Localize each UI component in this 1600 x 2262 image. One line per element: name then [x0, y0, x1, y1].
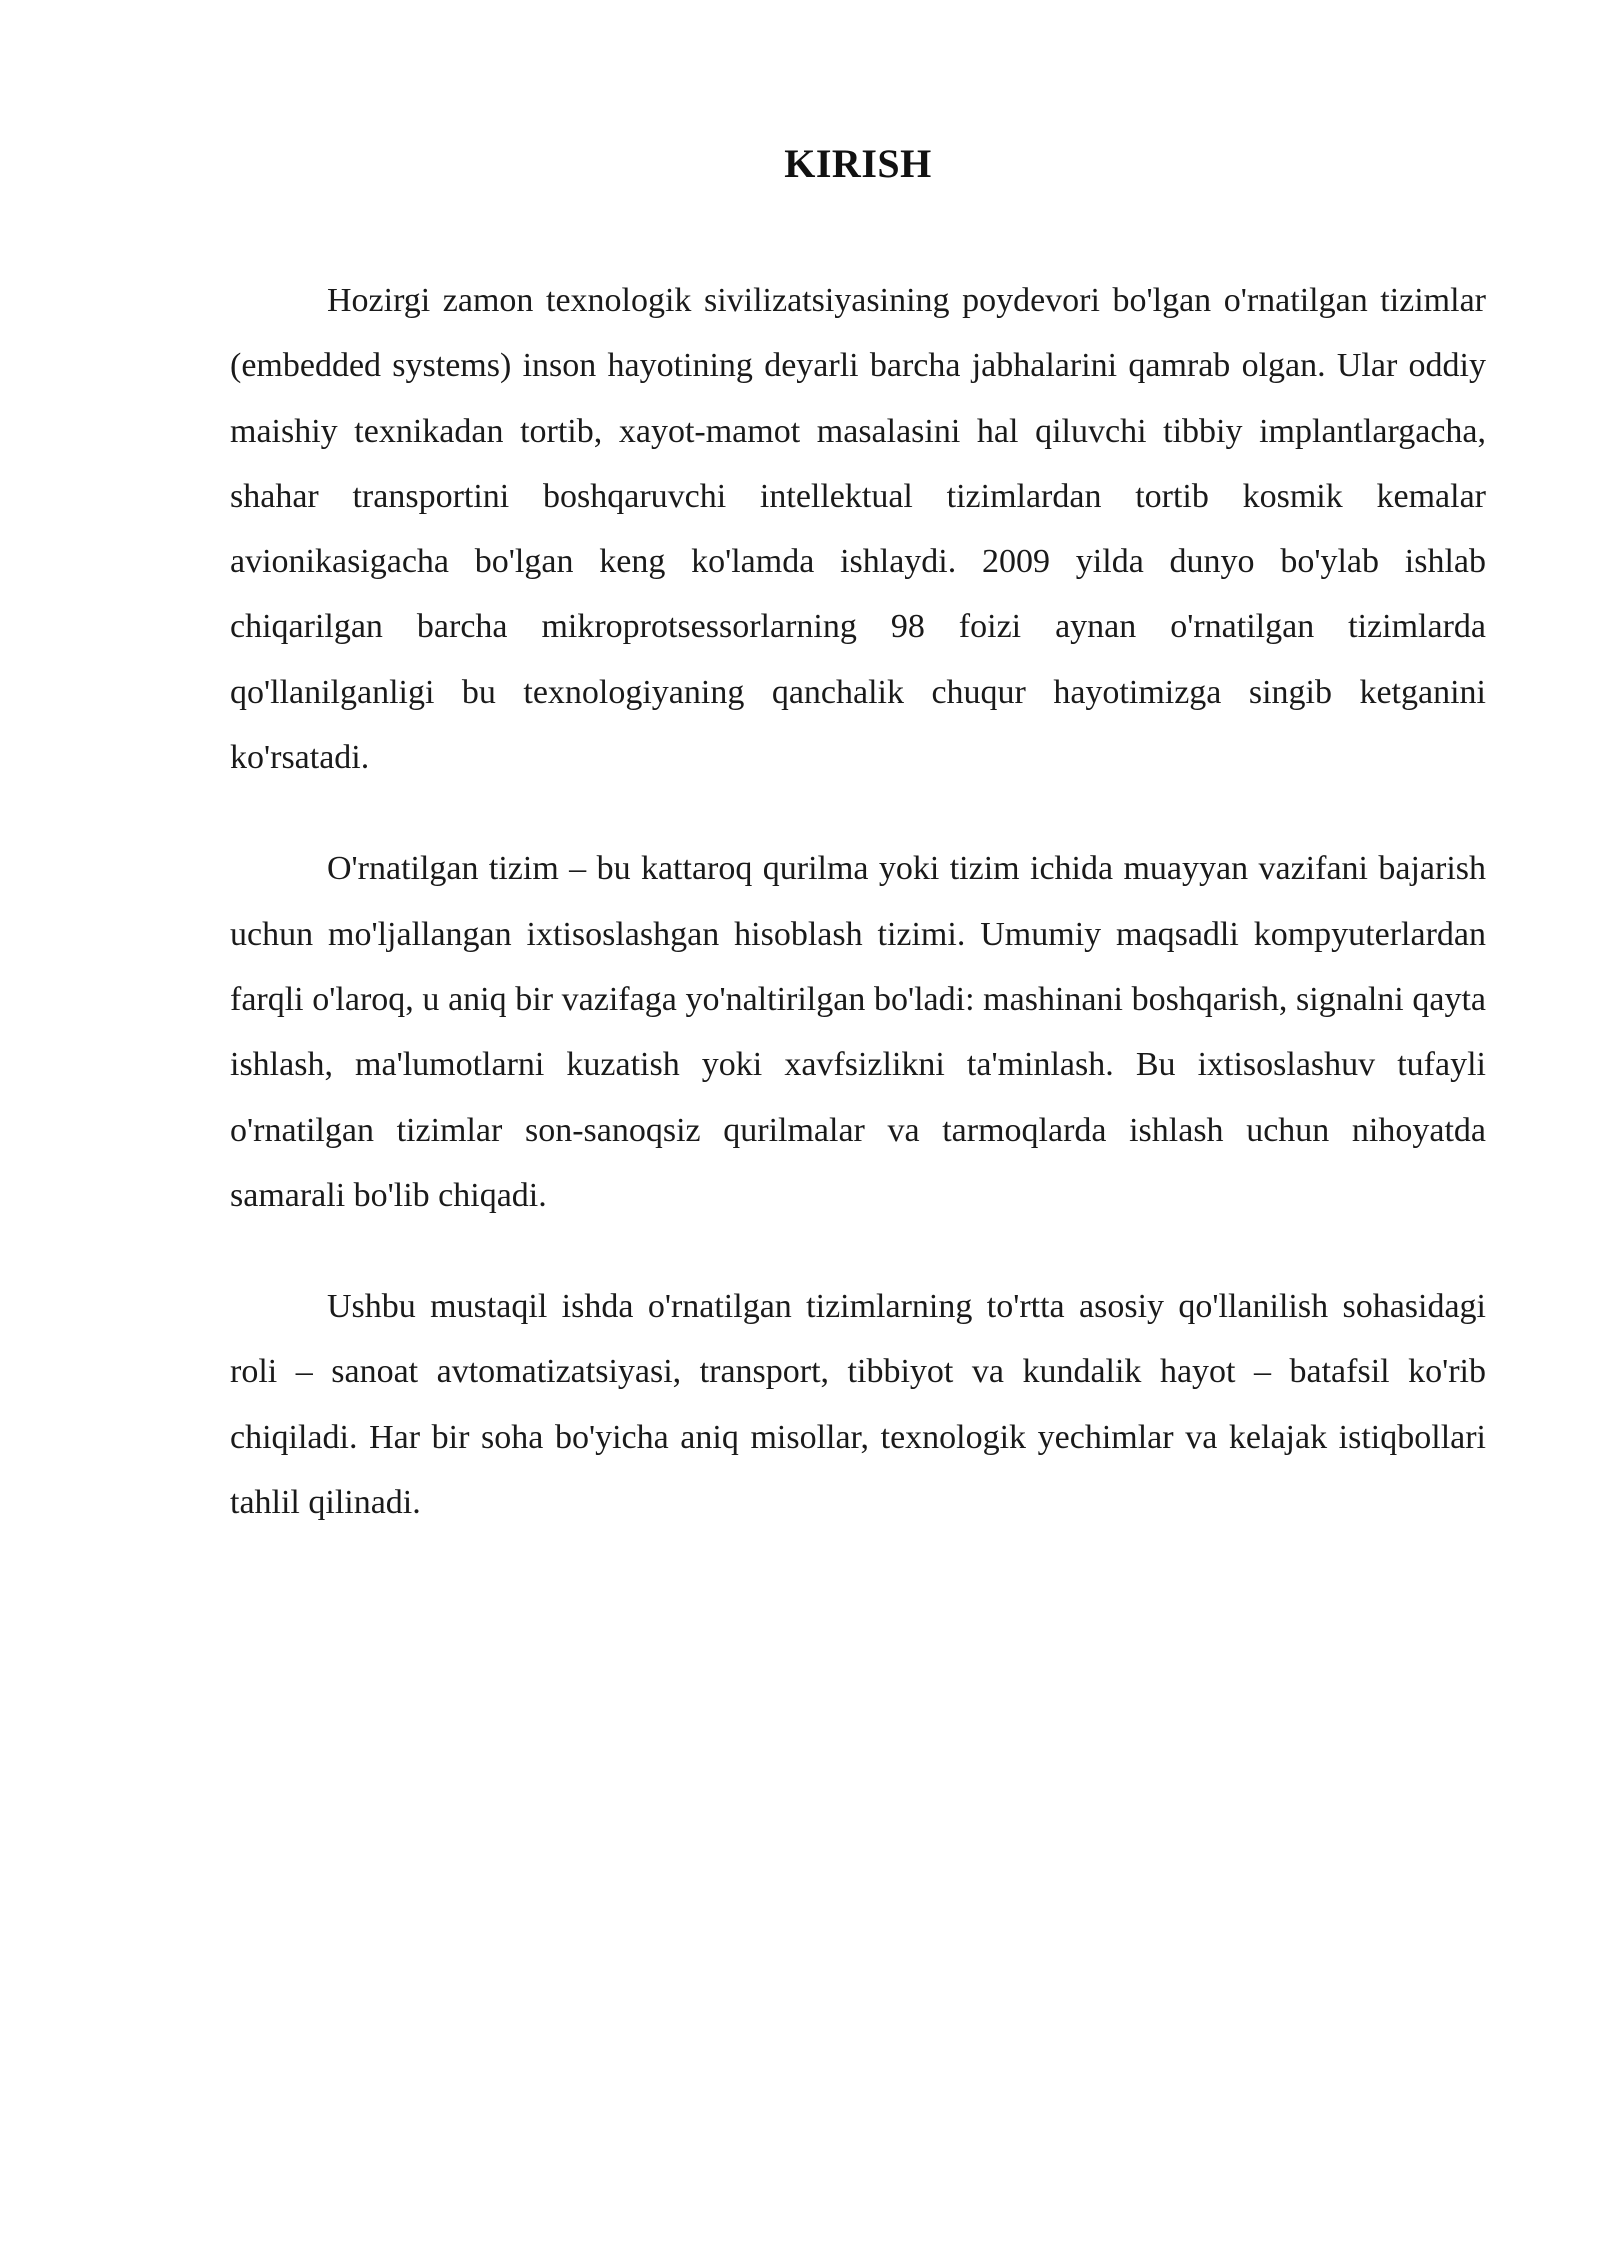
paragraph-scope: Ushbu mustaqil ishda o'rnatilgan tizimlarning to'rtta asosiy qo'llanilish sohasidagi roli – sanoat avtomatizatsiyasi, transport, tibbiyot va kundalik hayot – batafsil ko'rib chiqiladi. Har bir soha bo'yicha aniq misollar, texnologik yechimlar va kelajak istiqbollari tahlil qilinadi. [230, 1288, 1486, 1522]
document-page [230, 140, 1486, 1581]
section-title: KIRISH [784, 141, 932, 186]
paragraph-definition: O'rnatilgan tizim – bu kattaroq qurilma yoki tizim ichida muayyan vazifani bajarish uchun mo'ljallangan ixtisoslashgan hisoblash tizimi. Umumiy maqsadli kompyuterlardan farqli o'laroq, u aniq bir vazifaga yo'naltirilgan bo'ladi: mashinani boshqarish, signalni qayta ishlash, ma'lumotlarni kuzatish yoki xavfsizlikni ta'minlash. Bu ixtisoslashuv tufayli o'rnatilgan tizimlar son-sanoqsiz qurilmalar va tarmoqlarda ishlash uchun nihoyatda samarali bo'lib chiqadi. [230, 850, 1486, 1214]
paragraph-intro: Hozirgi zamon texnologik sivilizatsiyasining poydevori bo'lgan o'rnatilgan tizimlar (embedded systems) inson hayotining deyarli barcha jabhalarini qamrab olgan. Ular oddiy maishiy texnikadan tortib, xayot-mamot masalasini hal qiluvchi tibbiy implantlargacha, shahar transportini boshqaruvchi intellektual tizimlardan tortib kosmik kemalar avionikasigacha bo'lgan keng ko'lamda ishlaydi. 2009 yilda dunyo bo'ylab ishlab chiqarilgan barcha mikroprotsessorlarning 98 foizi aynan o'rnatilgan tizimlarda qo'llanilganligi bu texnologiyaning qanchalik chuqur hayotimizga singib ketganini ko'rsatadi. [230, 282, 1486, 777]
